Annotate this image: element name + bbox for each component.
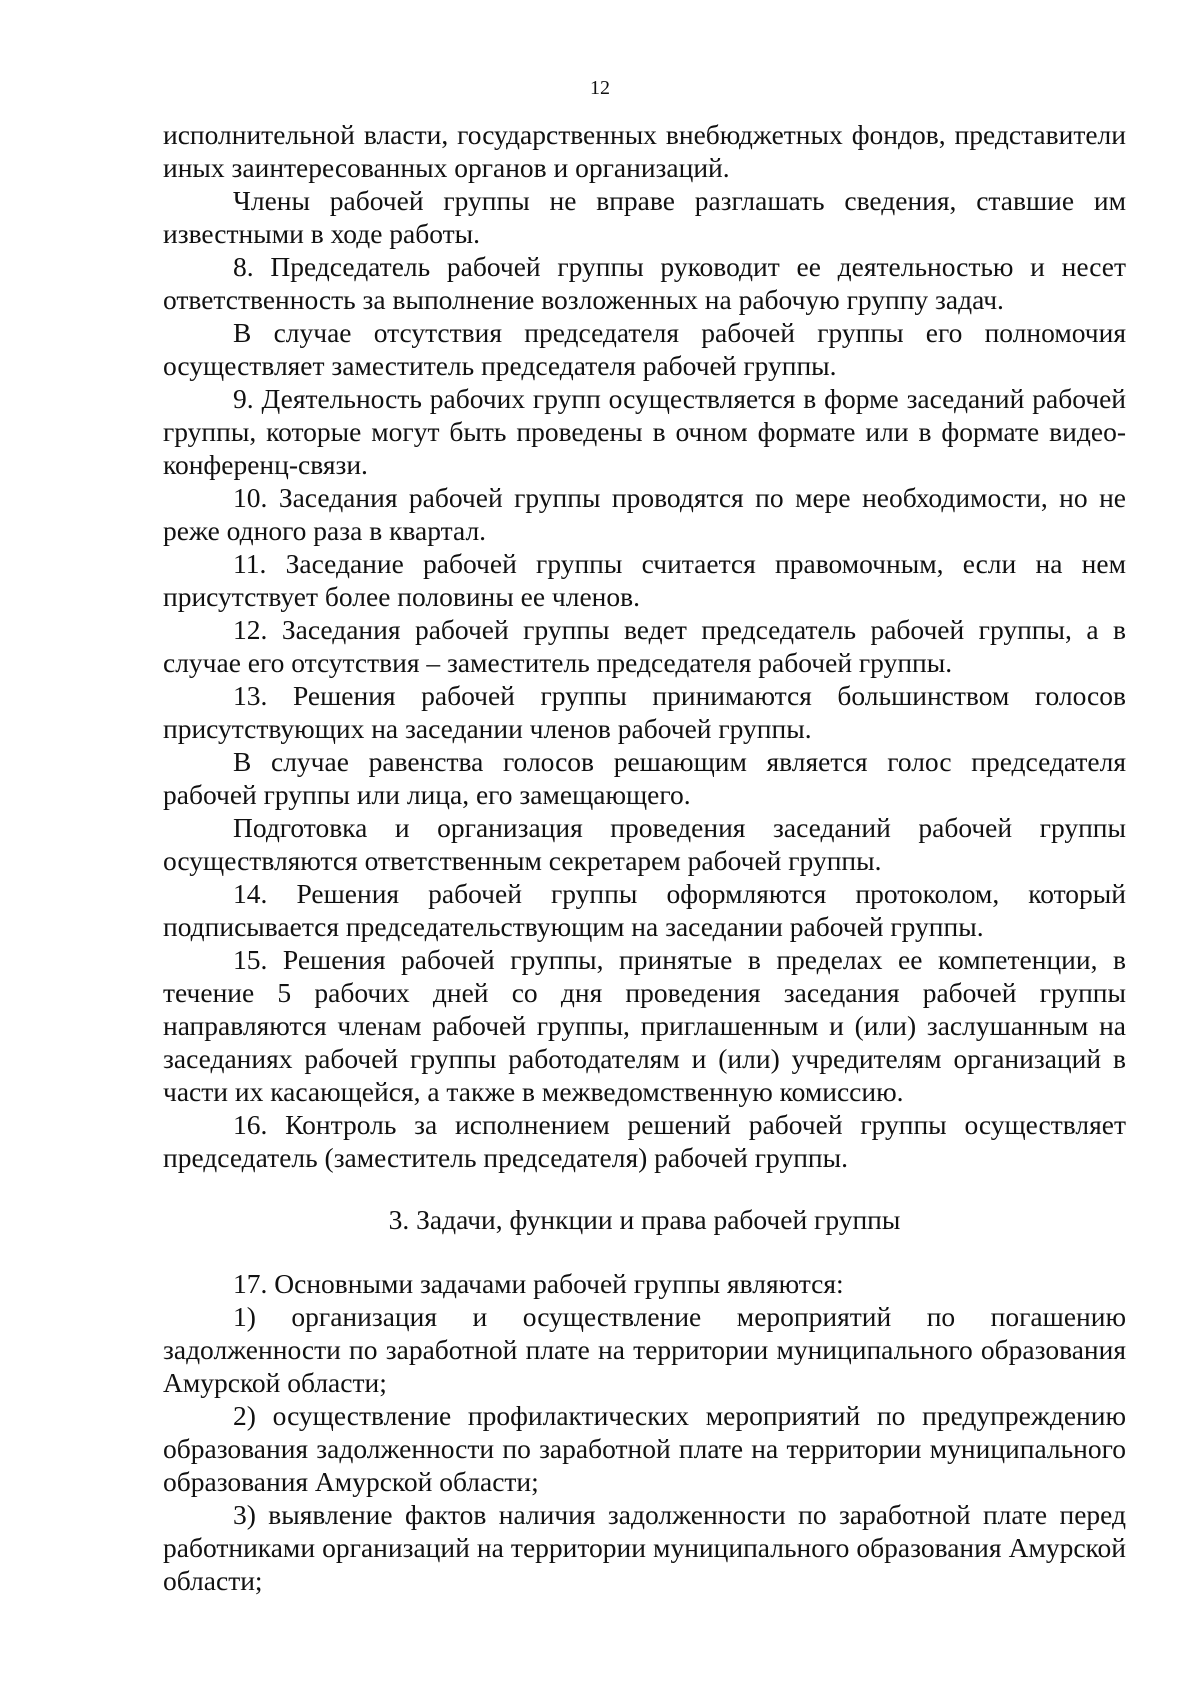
paragraph-members-confidentiality: Члены рабочей группы не вправе разглашать сведения, ставшие им известными в ходе работы.	[163, 185, 1126, 249]
list-item-1: 1) организация и осуществление мероприятий по погашению задолженности по заработной плате на территории муниципального образования Амурской области;	[163, 1301, 1126, 1398]
list-item-3: 3) выявление фактов наличия задолженности по заработной плате перед работниками организаций на территории муниципального образования Амурской области;	[163, 1499, 1126, 1596]
page-number: 12	[590, 77, 610, 99]
paragraph-item-17: 17. Основными задачами рабочей группы являются:	[233, 1268, 844, 1299]
paragraph-chair-absence: В случае отсутствия председателя рабочей группы его полномочия осуществляет заместитель председателя рабочей группы.	[163, 317, 1126, 381]
paragraph-item-16: 16. Контроль за исполнением решений рабочей группы осуществляет председатель (заместитель председателя) рабочей группы.	[163, 1109, 1126, 1173]
paragraph-tie-vote: В случае равенства голосов решающим является голос председателя рабочей группы или лица, его замещающего.	[163, 746, 1126, 810]
paragraph-item-14: 14. Решения рабочей группы оформляются протоколом, который подписывается председательствующим на заседании рабочей группы.	[163, 878, 1126, 942]
paragraph-item-9: 9. Деятельность рабочих групп осуществляется в форме заседаний рабочей группы, которые могут быть проведены в очном формате или в формате видео-конференц-связи.	[163, 383, 1126, 480]
document-body	[163, 118, 1126, 1597]
list-item-2: 2) осуществление профилактических мероприятий по предупреждению образования задолженности по заработной плате на территории муниципального образования Амурской области;	[163, 1400, 1126, 1497]
paragraph-meeting-preparation: Подготовка и организация проведения заседаний рабочей группы осуществляются ответственным секретарем рабочей группы.	[163, 812, 1126, 876]
paragraph-item-13: 13. Решения рабочей группы принимаются большинством голосов присутствующих на заседании членов рабочей группы.	[163, 680, 1126, 744]
paragraph-item-15: 15. Решения рабочей группы, принятые в пределах ее компетенции, в течение 5 рабочих дней со дня проведения заседания рабочей группы направляются членам рабочей группы, приглашенным и (или) заслушанным на заседаниях рабочей группы работодателям и (или) учредителям организаций в части их касающейся, а также в межведомственную комиссию.	[163, 944, 1126, 1107]
paragraph-item-10: 10. Заседания рабочей группы проводятся по мере необходимости, но не реже одного раза в квартал.	[163, 482, 1126, 546]
paragraph-item-11: 11. Заседание рабочей группы считается правомочным, если на нем присутствует более половины ее членов.	[163, 548, 1126, 612]
paragraph-item-8: 8. Председатель рабочей группы руководит ее деятельностью и несет ответственность за выполнение возложенных на рабочую группу задач.	[163, 251, 1126, 315]
section-heading: 3. Задачи, функции и права рабочей группы	[388, 1204, 901, 1235]
paragraph-continuation: исполнительной власти, государственных внебюджетных фондов, представители иных заинтересованных органов и организаций.	[163, 119, 1126, 183]
paragraph-item-12: 12. Заседания рабочей группы ведет председатель рабочей группы, а в случае его отсутствия – заместитель председателя рабочей группы.	[163, 614, 1126, 678]
